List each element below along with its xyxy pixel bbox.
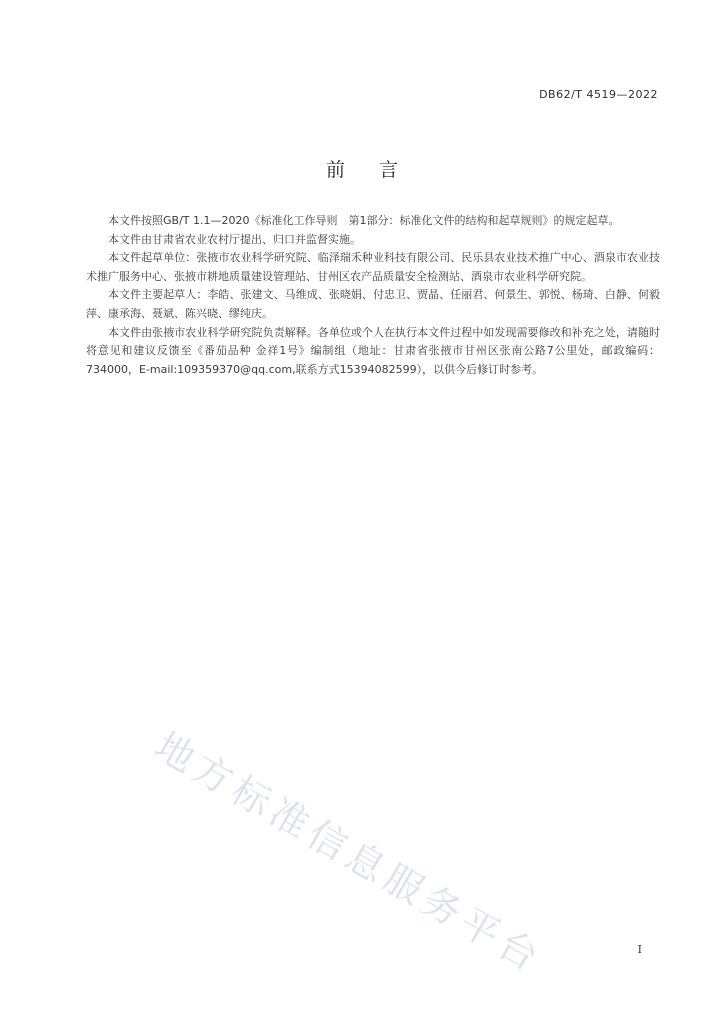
paragraph-proposer: 本文件由甘肃省农业农村厅提出、归口并监督实施。 — [108, 232, 361, 246]
watermark-text: 地方标准信息服务平台 — [147, 723, 551, 982]
paragraph-interpretation: 本文件由张掖市农业科学研究院负责解释。各单位或个人在执行本文件过程中如发现需要修改和补充之处，请随时将意见和建议反馈至《番茄品种 金祥1号》编制组（地址：甘肃省张掖市甘州区张南公路7公里处，邮政编码：734000，E-mail:109359370@qq.com,联系方式15394082599），以供今后修订时参考。 — [86, 325, 660, 376]
paragraph-drafting-rules: 本文件按照GB/T 1.1—2020《标准化工作导则 第1部分：标准化文件的结构和起草规则》的规定起草。 — [108, 214, 620, 227]
page-title: 前言 — [325, 159, 432, 181]
paragraph-drafters: 本文件主要起草人：李皓、张建文、马维成、张晓娟、付忠卫、贾晶、任丽君、何景生、郭悦、杨琦、白静、何毅萍、康承海、聂斌、陈兴晓、缪纯庆。 — [86, 288, 660, 320]
foreword-body — [86, 212, 660, 379]
document-code: DB62/T 4519—2022 — [539, 88, 658, 101]
paragraph-drafting-units: 本文件起草单位：张掖市农业科学研究院、临泽瑞禾种业科技有限公司、民乐县农业技术推广中心、酒泉市农业技术推广服务中心、张掖市耕地质量建设管理站、甘州区农产品质量安全检测站、酒泉市农业科学研究院。 — [86, 251, 660, 283]
page-number: I — [637, 943, 642, 956]
